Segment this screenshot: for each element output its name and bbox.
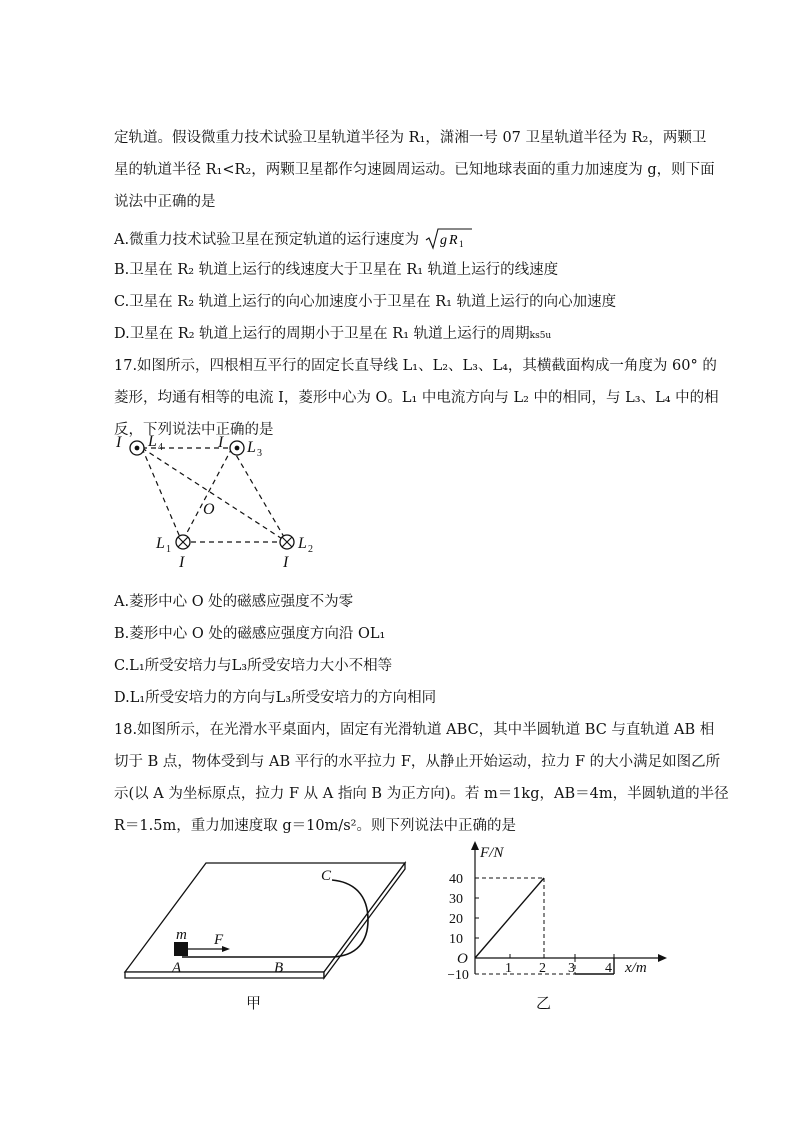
q17-option-b: B.菱形中心 O 处的磁感应强度方向沿 OL₁ xyxy=(114,626,386,642)
q16-option-d-text: D.卫星在 R₂ 轨道上运行的周期小于卫星在 R₁ 轨道上运行的周期 xyxy=(114,326,530,342)
q17-option-c: C.L₁所受安培力与L₃所受安培力大小不相等 xyxy=(114,658,393,674)
guide-lines xyxy=(475,878,614,974)
x-axis-arrow-icon xyxy=(658,954,667,962)
label-i-l3: I xyxy=(218,434,224,451)
q16-option-d xyxy=(114,324,551,346)
label-f: F xyxy=(214,932,224,948)
x-tick-2: 2 xyxy=(539,961,546,976)
x-tick-3: 3 xyxy=(568,961,575,976)
wire-l2-in-icon xyxy=(280,535,294,549)
label-i-l2: I xyxy=(283,554,289,570)
q16-option-a-text: A.微重力技术试验卫星在预定轨道的运行速度为 xyxy=(114,232,420,248)
label-l2: L xyxy=(298,535,307,552)
q17-line3: 反，下列说法中正确的是 xyxy=(114,422,274,438)
rhombus-edges xyxy=(142,448,287,542)
wire-l4-out-icon xyxy=(130,441,144,455)
table-top xyxy=(125,863,405,978)
label-b: B xyxy=(274,960,284,976)
q18-line4: R＝1.5m，重力加速度取 g＝10m/s²。则下列说法中正确的是 xyxy=(114,818,516,834)
label-i-l4: I xyxy=(116,434,122,451)
wire-l3-out-icon xyxy=(230,441,244,455)
sqrt-r-sub: 1 xyxy=(458,239,464,249)
q16-option-b: B.卫星在 R₂ 轨道上运行的线速度大于卫星在 R₁ 轨道上运行的线速度 xyxy=(114,262,559,278)
origin-o: O xyxy=(457,951,468,967)
y-axis-arrow-icon xyxy=(471,841,479,850)
label-a: A xyxy=(172,960,182,976)
y-axis-label: F/N xyxy=(480,845,504,861)
q17-rhombus-figure xyxy=(110,430,330,574)
y-tick-20: 20 xyxy=(449,912,463,927)
q17-line1: 17.如图所示，四根相互平行的固定长直导线 L₁、L₂、L₃、L₄，其横截面构成一角度为 60° 的 xyxy=(114,358,717,374)
label-l3: L xyxy=(247,439,256,456)
y-tick-30: 30 xyxy=(449,892,463,907)
q17-option-d: D.L₁所受安培力的方向与L₃所受安培力的方向相同 xyxy=(114,690,437,706)
q16-line3: 说法中正确的是 xyxy=(114,194,216,210)
caption-yi: 乙 xyxy=(536,996,552,1012)
figure-jia xyxy=(118,860,418,1024)
label-l4-sub: 4 xyxy=(158,442,163,453)
sqrt-r: R xyxy=(448,233,458,248)
y-tick-10: 10 xyxy=(449,932,463,947)
figure-yi xyxy=(448,838,678,1022)
q16-option-c: C.卫星在 R₂ 轨道上运行的向心加速度小于卫星在 R₁ 轨道上运行的向心加速度 xyxy=(114,294,617,310)
label-c: C xyxy=(321,868,332,884)
label-l3-sub: 3 xyxy=(257,448,262,459)
x-axis-label: x/m xyxy=(625,960,647,976)
label-l1: L xyxy=(156,535,165,552)
y-tick-neg10: −10 xyxy=(448,968,469,983)
axes xyxy=(475,846,660,974)
q18-line2: 切于 B 点，物体受到与 AB 平行的水平拉力 F，从静止开始运动，拉力 F 的大小满足如图乙所 xyxy=(114,754,721,770)
sqrt-formula xyxy=(424,226,474,250)
label-l2-sub: 2 xyxy=(308,544,313,555)
q17-line2: 菱形，均通有相等的电流 I，菱形中心为 O。L₁ 中电流方向与 L₂ 中的相同，与 L₃、L₄ 中的相 xyxy=(114,390,719,406)
label-l1-sub: 1 xyxy=(166,544,171,555)
wire-l1-in-icon xyxy=(176,535,190,549)
y-tick-40: 40 xyxy=(449,872,463,887)
q17-option-a: A.菱形中心 O 处的磁感应强度不为零 xyxy=(114,594,354,610)
q18-line3: 示(以 A 为坐标原点，拉力 F 从 A 指向 B 为正方向)。若 m＝1kg，AB＝4m，半圆轨道的半径 xyxy=(114,786,729,802)
q16-option-a xyxy=(114,226,474,250)
x-tick-4: 4 xyxy=(605,961,612,976)
label-center-o: O xyxy=(203,501,215,518)
label-l4: L xyxy=(148,433,157,450)
label-i-l1: I xyxy=(179,554,185,570)
ks5u-mark: ks5u xyxy=(529,331,552,341)
sqrt-g: g xyxy=(439,233,447,248)
label-m: m xyxy=(176,927,187,943)
q16-line2: 星的轨道半径 R₁<R₂，两颗卫星都作匀速圆周运动。已知地球表面的重力加速度为 g，则下面 xyxy=(114,162,715,178)
block-m xyxy=(174,942,188,956)
q16-line1: 定轨道。假设微重力技术试验卫星轨道半径为 R₁，潇湘一号 07 卫星轨道半径为 R₂，两颗卫 xyxy=(114,130,707,146)
q18-line1: 18.如图所示，在光滑水平桌面内，固定有光滑轨道 ABC，其中半圆轨道 BC 与直轨道 AB 相 xyxy=(114,722,715,738)
caption-jia: 甲 xyxy=(246,996,262,1012)
x-tick-1: 1 xyxy=(505,961,512,976)
